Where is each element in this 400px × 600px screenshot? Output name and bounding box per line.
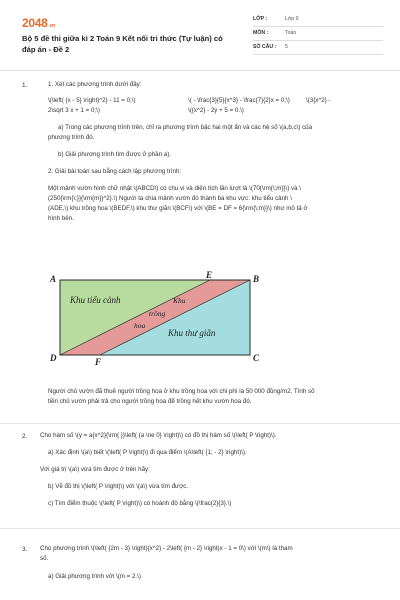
label-B: B — [253, 274, 260, 284]
header-divider — [0, 70, 400, 71]
q1-part2-line4: hình bên. — [48, 215, 74, 222]
q1-part2-label: 2. Giải bài toán sau bằng cách lập phương trình: — [48, 168, 182, 175]
meta-row-subject: MÔN : Toán — [253, 27, 383, 41]
label-A: A — [50, 274, 57, 284]
q2-line2: a) Xác định \(a\) biết \(\left( P \right)\) đi qua điểm \(A\left( {1; - 2} \right)\). — [48, 449, 247, 456]
q2-line4: b) Vẽ đồ thị \(\left( P \right)\) với \(a\) vừa tìm được. — [48, 483, 189, 490]
q2-line5: c) Tìm điểm thuộc \(\left( P \right)\) có hoành độ bằng \(\frac{2}{3}.\) — [48, 500, 232, 507]
meta-row-class: LỚP : Lớp 9 — [253, 13, 383, 27]
q1-part3-line1: Người chủ vườn đã thuê người trồng hoa ở khu trồng hoa với chi phí là 50 000 đồng/m2. Tính số — [48, 388, 315, 395]
q3-line2: số. — [40, 555, 49, 562]
zone-ornamental-label: Khu tiểu cảnh — [70, 295, 121, 305]
document-meta — [253, 13, 383, 55]
zone-flowers-label-3: hoa — [134, 321, 146, 330]
q1-part2-line1: Một mảnh vườn hình chữ nhật \(ABCD\) có chu vi và diện tích lần lượt là \(70{\rm{\;m}}\) và \ — [48, 185, 302, 192]
zone-relax-label: Khu thư giãn — [168, 328, 216, 338]
label-F: F — [95, 357, 102, 365]
q3-line1: Cho phương trình \(\left( {2m - 3} \right){x^2} - 2\left( {m - 2} \right)x - 1 = 0\) với \(m\) là tham — [40, 545, 293, 552]
q1-part2-line2: (250{\rm{\;}}{\rm{m}}^2}.\) Người ta chia mảnh vườn đó thành ba khu vực: khu tiểu cảnh \ — [48, 195, 292, 202]
q1-eq-e: \({x^2} - 2y + 5 = 0.\) — [188, 107, 244, 114]
question-number: 1. — [22, 82, 28, 89]
label-C: C — [253, 353, 260, 363]
zone-flowers-label-2: trồng — [149, 309, 166, 318]
q1-part3-line2: tiền chủ vườn phải trả cho người trồng hoa để trồng hết khu vườn hoa đó. — [48, 398, 252, 405]
q1-eq-c: \(3{x^2} - — [306, 97, 331, 104]
zone-flowers-label-1: Khu — [173, 296, 186, 305]
q1-part-a-1: a) Trong các phương trình trên, chỉ ra phương trình bậc hai một ẩn và các hệ số \(a,b,c\) của — [58, 124, 313, 131]
garden-figure — [50, 270, 265, 365]
q3-line3: a) Giải phương trình với \(m = 2.\) — [48, 573, 141, 580]
page-header — [0, 0, 400, 66]
label-D: D — [50, 353, 57, 363]
q2-line3: Với giá trị \(a\) vừa tìm được ở trên hãy: — [40, 466, 150, 473]
q1-part2-line3: (ADE,\) khu trồng hoa \(BEDF,\) khu thư giãn \(BCF\) với \(BE = DF = 6{\rm{\;m}}\) như mô tả ở — [48, 205, 308, 212]
question-divider — [0, 528, 400, 529]
q1-part-b: b) Giải phương trình tìm được ở phần a). — [58, 151, 171, 158]
document-title: Bộ 5 đề thi giữa kì 2 Toán 9 Kết nối tri thức (Tự luận) có đáp án - Đề 2 — [22, 34, 223, 54]
q2-line1: Cho hàm số \(y = a{x^2}{\rm{ }}\left( {a \ne 0} \right)\) có đồ thị hàm số \(\left( P \right)\). — [40, 432, 277, 439]
label-E: E — [206, 270, 213, 280]
q1-part1-label: 1. Xét các phương trình dưới đây: — [48, 81, 142, 88]
q1-eq-a: \(\left( {x - 5} \right)^2} - 11 = 0;\) — [48, 97, 136, 104]
question-number: 3. — [22, 546, 28, 553]
q1-eq-b: \( - \frac{3}{5}{x^3} - \frac{7}{2}x = 0;\) — [188, 97, 290, 104]
site-logo[interactable]: 2048.vn — [22, 16, 55, 30]
meta-row-count: SỐ CÂU : 5 — [253, 41, 383, 55]
question-number: 2. — [22, 433, 28, 440]
question-divider — [0, 423, 400, 424]
q1-eq-d: 2\sqrt 3 x + 1 = 0;\) — [48, 107, 100, 114]
q1-part-a-2: phương trình đó. — [48, 134, 95, 141]
